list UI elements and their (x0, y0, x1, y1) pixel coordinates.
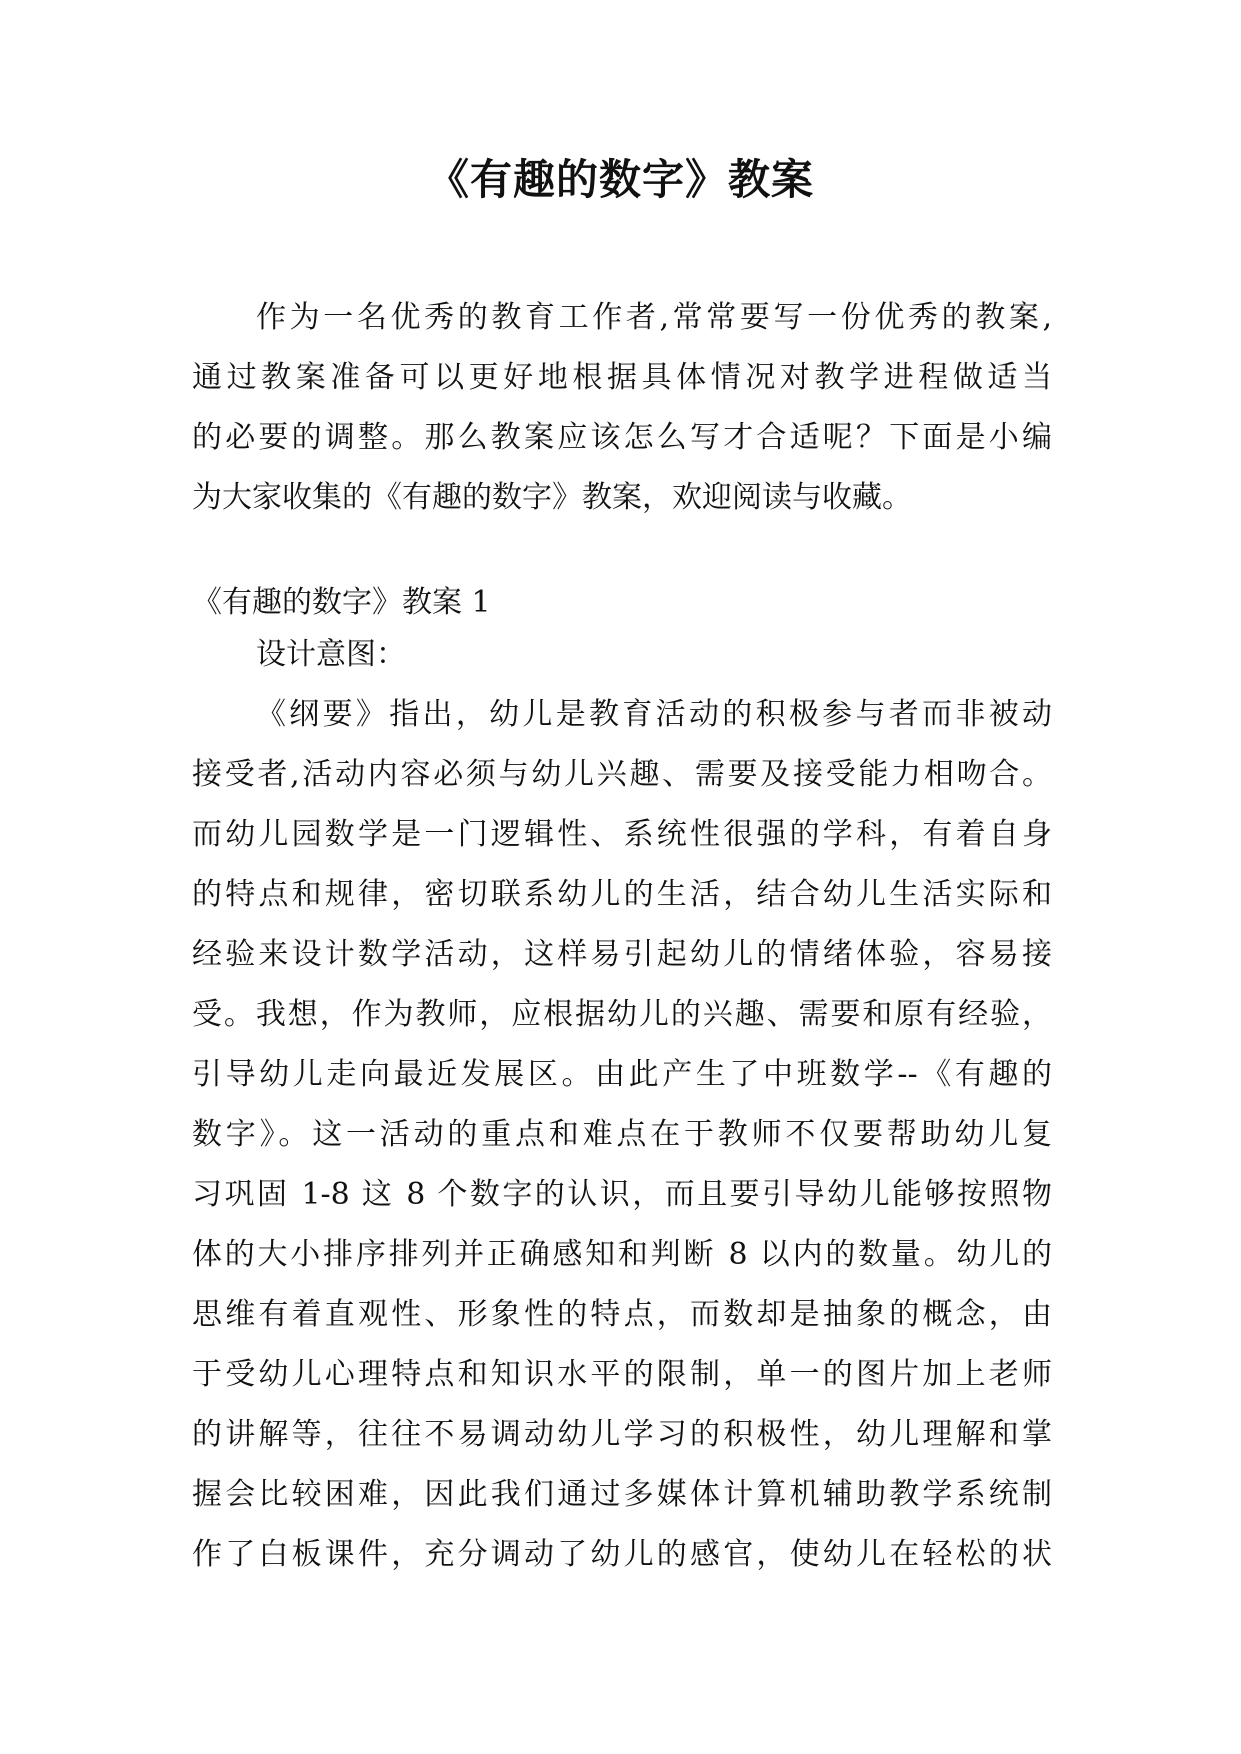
body-line: 的讲解等，往往不易调动幼儿学习的积极性，幼儿理解和掌 (192, 1417, 1052, 1452)
body-line: 《纲要》指出，幼儿是教育活动的积极参与者而非被动 (256, 697, 1052, 732)
body-line: 引导幼儿走向最近发展区。由此产生了中班数学--《有趣的 (192, 1057, 1052, 1092)
body-line: 受。我想，作为教师，应根据幼儿的兴趣、需要和原有经验， (192, 997, 1052, 1032)
document-title: 《有趣的数字》教案 (426, 155, 814, 204)
body-line: 而幼儿园数学是一门逻辑性、系统性很强的学科，有着自身 (192, 817, 1052, 852)
body-line: 接受者,活动内容必须与幼儿兴趣、需要及接受能力相吻合。 (192, 757, 1052, 792)
intro-line: 通过教案准备可以更好地根据具体情况对教学进程做适当 (192, 360, 1052, 395)
body-line: 作了白板课件，充分调动了幼儿的感官，使幼儿在轻松的状 (192, 1537, 1052, 1572)
intro-line: 作为一名优秀的教育工作者,常常要写一份优秀的教案, (256, 300, 1052, 335)
intro-paragraph (192, 288, 1052, 528)
body-paragraph (192, 625, 1052, 1585)
body-line: 于受幼儿心理特点和知识水平的限制，单一的图片加上老师 (192, 1357, 1052, 1392)
intro-line: 的必要的调整。那么教案应该怎么写才合适呢？下面是小编 (192, 420, 1052, 455)
body-line: 的特点和规律，密切联系幼儿的生活，结合幼儿生活实际和 (192, 877, 1052, 912)
body-line: 体的大小排序排列并正确感知和判断 8 以内的数量。幼儿的 (192, 1237, 1052, 1272)
intro-line: 为大家收集的《有趣的数字》教案，欢迎阅读与收藏。 (192, 480, 912, 515)
section-heading-block (192, 573, 1052, 633)
section-heading: 《有趣的数字》教案 1 (192, 585, 491, 620)
body-line: 经验来设计数学活动，这样易引起幼儿的情绪体验，容易接 (192, 937, 1052, 972)
body-line: 握会比较困难，因此我们通过多媒体计算机辅助教学系统制 (192, 1477, 1052, 1512)
body-line: 思维有着直观性、形象性的特点，而数却是抽象的概念，由 (192, 1297, 1052, 1332)
subheading: 设计意图： (256, 637, 406, 672)
body-line: 数字》。这一活动的重点和难点在于教师不仅要帮助幼儿复 (192, 1117, 1052, 1152)
body-line: 习巩固 1-8 这 8 个数字的认识，而且要引导幼儿能够按照物 (192, 1177, 1052, 1212)
